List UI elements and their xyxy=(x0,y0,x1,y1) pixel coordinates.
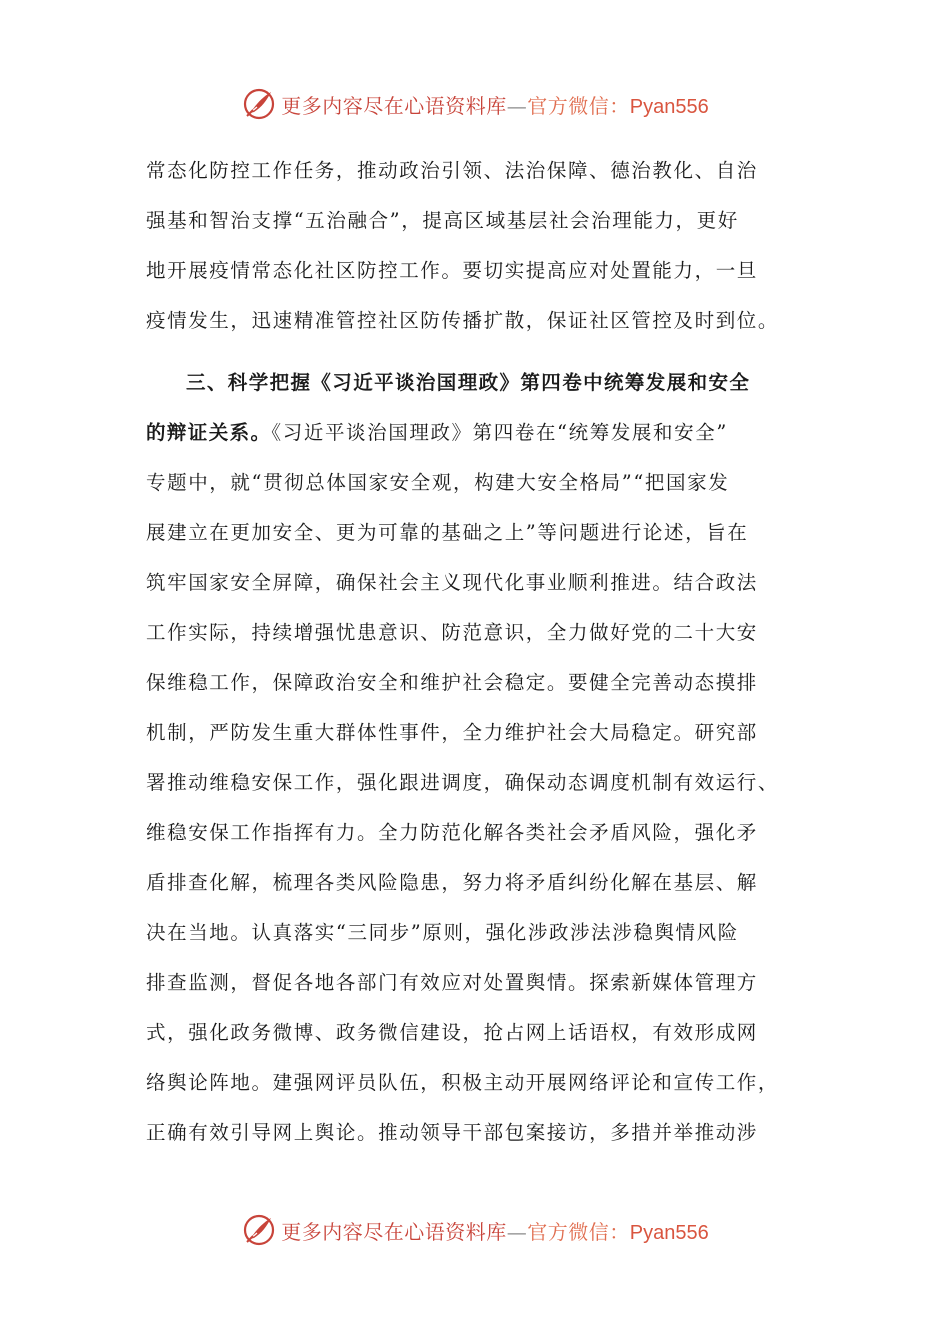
paragraph-line: 工作实际，持续增强忧患意识、防范意识，全力做好党的二十大安 xyxy=(146,621,758,644)
banner-text xyxy=(281,90,708,119)
paragraph-line: 正确有效引导网上舆论。推动领导干部包案接访，多措并举推动涉 xyxy=(146,1121,758,1144)
paragraph-line: 地开展疫情常态化社区防控工作。要切实提高应对处置能力，一旦 xyxy=(146,259,758,282)
quill-pen-logo-icon xyxy=(241,86,277,122)
paragraph-line: 常态化防控工作任务，推动政治引领、法治保障、德治教化、自治 xyxy=(146,159,758,182)
paragraph-line: 专题中，就“贯彻总体国家安全观，构建大安全格局”“把国家发 xyxy=(146,471,730,494)
paragraph-line: 机制，严防发生重大群体性事件，全力维护社会大局稳定。研究部 xyxy=(146,721,758,744)
banner-main-text: 更多内容尽在心语资料库 xyxy=(281,1219,507,1244)
paragraph-line: 络舆论阵地。建强网评员队伍，积极主动开展网络评论和宣传工作， xyxy=(146,1071,780,1094)
banner-wechat-label: 官方微信： xyxy=(527,1219,630,1244)
banner-main-text: 更多内容尽在心语资料库 xyxy=(281,93,507,118)
paragraph-line: 排查监测，督促各地各部门有效应对处置舆情。探索新媒体管理方 xyxy=(146,971,758,994)
banner-text xyxy=(281,1216,708,1245)
banner-wechat-id: Pyan556 xyxy=(629,95,709,118)
paragraph-line: 盾排查化解，梳理各类风险隐患，努力将矛盾纠纷化解在基层、解 xyxy=(146,871,758,894)
banner-wechat-label: 官方微信： xyxy=(527,93,630,118)
banner-dash: — xyxy=(506,1219,528,1244)
section-heading: 三、科学把握《习近平谈治国理政》第四卷中统筹发展和安全 xyxy=(186,371,751,394)
footer-watermark-banner xyxy=(0,1210,950,1250)
quill-pen-logo-icon xyxy=(241,1212,277,1248)
section-heading-end: 的辩证关系。 xyxy=(146,421,272,444)
paragraph-line: 强基和智治支撑“五治融合”，提高区域基层社会治理能力，更好 xyxy=(146,209,739,232)
paragraph-line: 署推动维稳安保工作，强化跟进调度，确保动态调度机制有效运行、 xyxy=(146,771,780,794)
paragraph-text: 《习近平谈治国理政》第四卷在“统筹发展和安全” xyxy=(271,421,728,444)
banner-wechat-id: Pyan556 xyxy=(629,1221,709,1244)
banner-dash: — xyxy=(506,93,528,118)
header-watermark-banner xyxy=(0,84,950,124)
paragraph-line: 疫情发生，迅速精准管控社区防传播扩散，保证社区管控及时到位。 xyxy=(146,309,780,332)
paragraph-line: 展建立在更加安全、更为可靠的基础之上”等问题进行论述，旨在 xyxy=(146,521,749,544)
paragraph-line: 式，强化政务微博、政务微信建设，抢占网上话语权，有效形成网 xyxy=(146,1021,758,1044)
paragraph-line: 维稳安保工作指挥有力。全力防范化解各类社会矛盾风险，强化矛 xyxy=(146,821,758,844)
paragraph-line: 决在当地。认真落实“三同步”原则，强化涉政涉法涉稳舆情风险 xyxy=(146,921,739,944)
section-heading-line2 xyxy=(146,408,826,458)
document-body xyxy=(146,146,826,1158)
paragraph-line: 保维稳工作，保障政治安全和维护社会稳定。要健全完善动态摸排 xyxy=(146,671,758,694)
paragraph-line: 筑牢国家安全屏障，确保社会主义现代化事业顺利推进。结合政法 xyxy=(146,571,758,594)
